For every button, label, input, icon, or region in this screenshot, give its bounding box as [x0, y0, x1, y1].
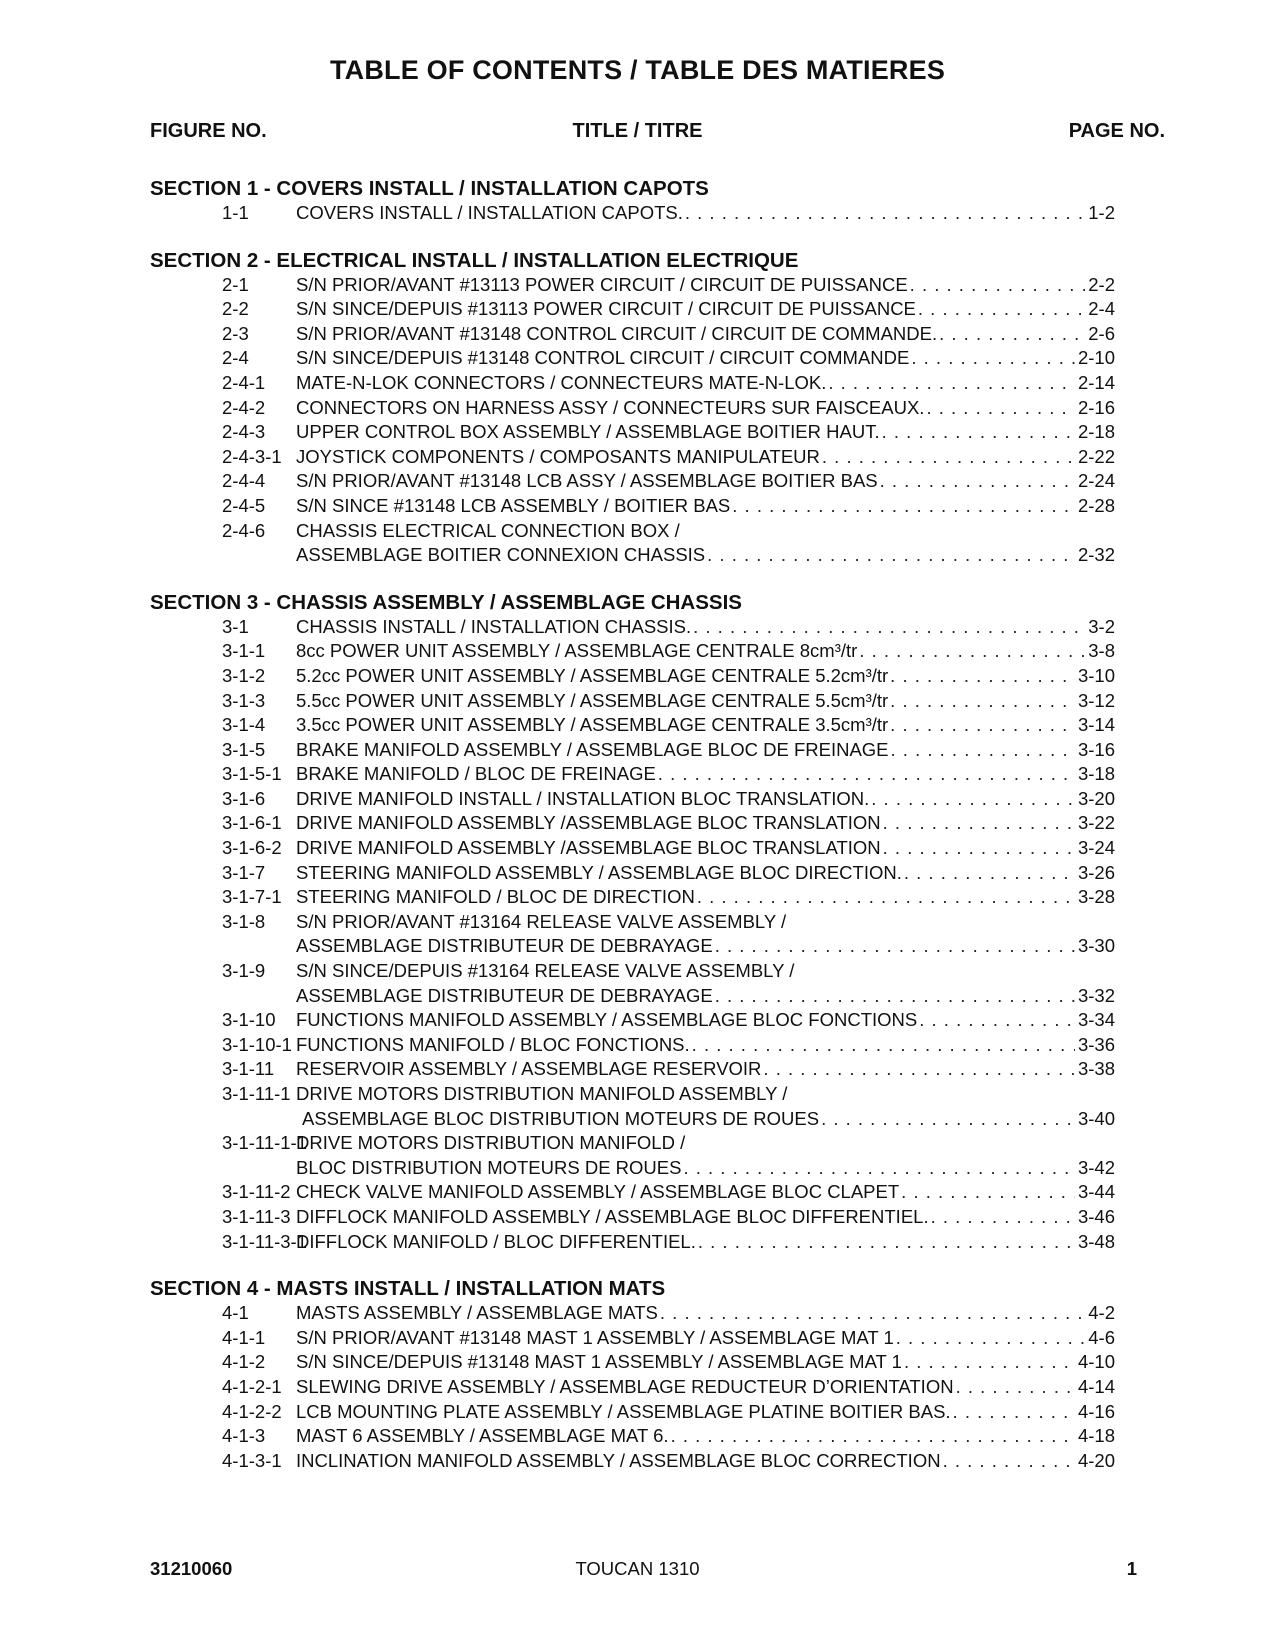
figure-number: 4-1-2-1 — [222, 1375, 282, 1397]
entry-page-number[interactable]: 2-24 — [1075, 469, 1115, 494]
entry-page-number[interactable]: 3-18 — [1075, 762, 1115, 787]
dot-leader — [828, 371, 1111, 396]
section-title[interactable]: SECTION 1 - COVERS INSTALL / INSTALLATION CAPOTS — [150, 177, 709, 200]
dot-leader — [698, 1230, 1111, 1255]
dot-leader — [697, 885, 1111, 910]
toc-entry-line — [0, 1400, 1275, 1425]
entry-title[interactable]: S/N SINCE #13148 LCB ASSEMBLY / BOITIER BAS — [296, 494, 731, 516]
toc-entry[interactable] — [0, 273, 1275, 298]
entry-title[interactable]: STEERING MANIFOLD ASSEMBLY / ASSEMBLAGE BLOC DIRECTION. — [296, 861, 902, 883]
entry-title[interactable]: BLOC DISTRIBUTION MOTEURS DE ROUES — [296, 1156, 682, 1178]
entry-title[interactable]: DRIVE MANIFOLD ASSEMBLY /ASSEMBLAGE BLOC TRANSLATION — [296, 812, 881, 834]
dot-leader — [671, 1424, 1111, 1449]
toc-entry[interactable] — [0, 445, 1275, 470]
toc-entry-line — [0, 396, 1275, 421]
figure-number: 3-1-5 — [222, 738, 266, 760]
entry-title[interactable]: DRIVE MOTORS DISTRIBUTION MANIFOLD ASSEMBLY / — [296, 1083, 788, 1104]
entry-page-number[interactable]: 3-38 — [1075, 1057, 1115, 1082]
entry-page-number[interactable]: 1-2 — [1085, 201, 1115, 226]
dot-leader — [896, 1326, 1111, 1351]
figure-number: 3-1-11-3 — [222, 1205, 291, 1227]
page-column-header: PAGE NO. — [1068, 120, 1165, 142]
entry-page-number[interactable]: 3-8 — [1085, 639, 1115, 664]
page-number: 1 — [1126, 1558, 1137, 1579]
dot-leader — [683, 1156, 1111, 1181]
entry-page-number[interactable]: 3-40 — [1075, 1107, 1115, 1132]
toc-entry-line — [0, 1375, 1275, 1400]
dot-leader — [692, 1033, 1111, 1058]
toc-entry-line — [0, 959, 1275, 984]
toc-entry[interactable] — [0, 201, 1275, 226]
entry-title[interactable]: ASSEMBLAGE BLOC DISTRIBUTION MOTEURS DE ROUES — [302, 1107, 820, 1129]
entry-title[interactable]: 5.5cc POWER UNIT ASSEMBLY / ASSEMBLAGE CENTRALE 5.5cm³/tr — [296, 689, 889, 711]
entry-title[interactable]: INCLINATION MANIFOLD ASSEMBLY / ASSEMBLAGE BLOC CORRECTION — [296, 1449, 941, 1471]
entry-page-number[interactable]: 2-28 — [1075, 494, 1115, 519]
entry-page-number[interactable]: 2-32 — [1075, 543, 1115, 568]
toc-entry[interactable] — [0, 1033, 1275, 1058]
figure-number: 4-1-2 — [222, 1351, 266, 1373]
figure-number: 4-1-2-2 — [222, 1400, 282, 1422]
entry-title[interactable]: RESERVOIR ASSEMBLY / ASSEMBLAGE RESERVOIR — [296, 1058, 762, 1080]
toc-entry[interactable] — [0, 396, 1275, 421]
figure-number: 2-4-5 — [222, 494, 266, 516]
entry-title[interactable]: S/N SINCE/DEPUIS #13148 MAST 1 ASSEMBLY / ASSEMBLAGE MAT 1 — [296, 1351, 902, 1373]
entry-page-number[interactable]: 4-6 — [1085, 1326, 1115, 1351]
figure-number: 4-1 — [222, 1302, 249, 1324]
entry-title[interactable]: MASTS ASSEMBLY / ASSEMBLAGE MATS — [296, 1302, 658, 1324]
entry-title[interactable]: S/N SINCE/DEPUIS #13148 CONTROL CIRCUIT / CIRCUIT COMMANDE — [296, 347, 910, 369]
toc-entry[interactable] — [0, 959, 1275, 1008]
dot-leader — [693, 615, 1111, 640]
toc-entry-line — [0, 1449, 1275, 1474]
entry-page-number[interactable]: 3-12 — [1075, 689, 1115, 714]
entry-page-number[interactable]: 3-14 — [1075, 713, 1115, 738]
figure-number: 3-1-3 — [222, 689, 266, 711]
dot-leader — [822, 445, 1111, 470]
toc-entry-line — [0, 494, 1275, 519]
figure-number: 2-1 — [222, 273, 249, 295]
entry-page-number[interactable]: 4-2 — [1085, 1301, 1115, 1326]
figure-number: 3-1-1 — [222, 640, 266, 662]
entry-title[interactable]: MATE-N-LOK CONNECTORS / CONNECTEURS MATE-N-LOK. — [296, 371, 827, 393]
toc-entry-line — [0, 1301, 1275, 1326]
entry-page-number[interactable]: 4-20 — [1075, 1449, 1115, 1474]
figure-number: 3-1-10-1 — [222, 1033, 292, 1055]
toc-entry[interactable] — [0, 322, 1275, 347]
entry-title[interactable]: COVERS INSTALL / INSTALLATION CAPOTS. — [296, 202, 683, 223]
figure-number: 3-1-4 — [222, 714, 266, 736]
entry-page-number[interactable]: 3-44 — [1075, 1180, 1115, 1205]
dot-leader — [660, 1301, 1111, 1326]
figure-number: 2-4-3 — [222, 421, 266, 443]
entry-page-number[interactable]: 3-48 — [1075, 1230, 1115, 1255]
toc-entry-line — [0, 1350, 1275, 1375]
figure-number: 3-1-7-1 — [222, 886, 282, 908]
figure-number: 4-1-1 — [222, 1326, 266, 1348]
toc-entry-line — [0, 984, 1275, 1009]
toc-entry-line — [0, 469, 1275, 494]
toc-entry-line — [0, 934, 1275, 959]
toc-entry-line — [0, 1180, 1275, 1205]
toc-entry[interactable] — [0, 615, 1275, 640]
entry-title[interactable]: SLEWING DRIVE ASSEMBLY / ASSEMBLAGE REDUCTEUR D’ORIENTATION — [296, 1375, 954, 1397]
toc-entry[interactable] — [0, 371, 1275, 396]
toc-entry[interactable] — [0, 1057, 1275, 1082]
toc-entry[interactable] — [0, 664, 1275, 689]
entry-page-number[interactable]: 3-30 — [1075, 934, 1115, 959]
figure-number: 3-1-6-2 — [222, 837, 282, 859]
entry-page-number[interactable]: 3-28 — [1075, 885, 1115, 910]
figure-number: 3-1-6 — [222, 787, 266, 809]
entry-title[interactable]: DRIVE MANIFOLD INSTALL / INSTALLATION BLOC TRANSLATION. — [296, 787, 870, 809]
entry-page-number[interactable]: 3-42 — [1075, 1156, 1115, 1181]
toc-entry[interactable] — [0, 1205, 1275, 1230]
figure-number: 2-4-3-1 — [222, 445, 282, 467]
entry-title[interactable]: ASSEMBLAGE DISTRIBUTEUR DE DEBRAYAGE — [296, 935, 713, 957]
toc-entry-line — [0, 1033, 1275, 1058]
product-name: TOUCAN 1310 — [575, 1558, 700, 1579]
entry-page-number[interactable]: 3-32 — [1075, 984, 1115, 1009]
toc-entry[interactable] — [0, 420, 1275, 445]
entry-page-number[interactable]: 3-22 — [1075, 811, 1115, 836]
toc-entry-line — [0, 346, 1275, 371]
entry-page-number[interactable]: 2-22 — [1075, 445, 1115, 470]
dot-leader — [910, 273, 1111, 298]
toc-entry[interactable] — [0, 713, 1275, 738]
section-title[interactable]: SECTION 3 - CHASSIS ASSEMBLY / ASSEMBLAGE CHASSIS — [150, 590, 742, 614]
entry-page-number[interactable]: 2-4 — [1085, 297, 1115, 322]
entry-title[interactable]: DIFFLOCK MANIFOLD ASSEMBLY / ASSEMBLAGE BLOC DIFFERENTIEL. — [296, 1205, 929, 1227]
toc-entry-line — [0, 1156, 1275, 1181]
toc-entry[interactable] — [0, 885, 1275, 910]
title-column-header: TITLE / TITRE — [572, 120, 703, 142]
toc-entry[interactable] — [0, 297, 1275, 322]
toc-entry-line — [0, 273, 1275, 298]
entry-title[interactable]: DIFFLOCK MANIFOLD / BLOC DIFFERENTIEL. — [296, 1230, 696, 1252]
entry-title[interactable]: 3.5cc POWER UNIT ASSEMBLY / ASSEMBLAGE CENTRALE 3.5cm³/tr — [296, 714, 889, 736]
figure-number: 2-4-6 — [222, 519, 266, 541]
toc-entry[interactable] — [0, 1424, 1275, 1449]
dot-leader — [707, 543, 1111, 568]
toc-entry[interactable] — [0, 689, 1275, 714]
entry-title[interactable]: CHASSIS ELECTRICAL CONNECTION BOX / — [296, 519, 680, 541]
entry-title[interactable]: S/N PRIOR/AVANT #13148 LCB ASSY / ASSEMBLAGE BOITIER BAS — [296, 470, 878, 492]
toc-entry-line — [0, 1008, 1275, 1033]
entry-title[interactable]: CHASSIS INSTALL / INSTALLATION CHASSIS. — [296, 615, 692, 637]
entry-title[interactable]: ASSEMBLAGE BOITIER CONNEXION CHASSIS — [296, 544, 706, 566]
entry-page-number[interactable]: 4-18 — [1075, 1424, 1115, 1449]
entry-title[interactable]: S/N PRIOR/AVANT #13164 RELEASE VALVE ASSEMBLY / — [296, 910, 787, 932]
entry-title[interactable]: BRAKE MANIFOLD ASSEMBLY / ASSEMBLAGE BLOC DE FREINAGE — [296, 738, 889, 760]
toc-entry-line — [0, 1082, 1275, 1107]
figure-number: 3-1-10 — [222, 1009, 276, 1031]
entry-page-number[interactable]: 3-20 — [1075, 787, 1115, 812]
toc-entry-line — [0, 322, 1275, 347]
toc-entry[interactable] — [0, 738, 1275, 763]
entry-title[interactable]: 5.2cc POWER UNIT ASSEMBLY / ASSEMBLAGE CENTRALE 5.2cm³/tr — [296, 664, 889, 686]
entry-title[interactable]: UPPER CONTROL BOX ASSEMBLY / ASSEMBLAGE BOITIER HAUT. — [296, 421, 880, 443]
entry-page-number[interactable]: 3-2 — [1085, 615, 1115, 640]
toc-entry[interactable] — [0, 1400, 1275, 1425]
toc-entry[interactable] — [0, 1082, 1275, 1131]
entry-title[interactable]: MAST 6 ASSEMBLY / ASSEMBLAGE MAT 6. — [296, 1425, 669, 1447]
toc-entry-line — [0, 1205, 1275, 1230]
figure-number: 3-1-6-1 — [222, 812, 282, 834]
toc-section — [0, 248, 1275, 568]
entry-page-number[interactable]: 2-18 — [1075, 420, 1115, 445]
toc-entry[interactable] — [0, 1375, 1275, 1400]
entry-title[interactable]: FUNCTIONS MANIFOLD / BLOC FONCTIONS. — [296, 1033, 690, 1055]
toc-entry[interactable] — [0, 469, 1275, 494]
toc-entry[interactable] — [0, 1180, 1275, 1205]
entry-page-number[interactable]: 2-6 — [1085, 322, 1115, 347]
entry-title[interactable]: CONNECTORS ON HARNESS ASSY / CONNECTEURS SUR FAISCEAUX. — [296, 396, 925, 418]
toc-entry-line — [0, 420, 1275, 445]
entry-title[interactable]: S/N SINCE/DEPUIS #13164 RELEASE VALVE ASSEMBLY / — [296, 960, 795, 982]
figure-number: 3-1 — [222, 615, 249, 637]
toc-entry[interactable] — [0, 787, 1275, 812]
toc-entry[interactable] — [0, 494, 1275, 519]
toc-entry-line — [0, 371, 1275, 396]
toc-entry-line — [0, 1326, 1275, 1351]
toc-section — [0, 176, 1275, 226]
entry-title[interactable]: ASSEMBLAGE DISTRIBUTEUR DE DEBRAYAGE — [296, 984, 713, 1006]
toc-entry-line — [0, 639, 1275, 664]
toc-entry-line — [0, 910, 1275, 935]
entry-page-number[interactable]: 3-36 — [1075, 1033, 1115, 1058]
toc-entry-line — [0, 519, 1275, 544]
entry-page-number[interactable]: 2-2 — [1085, 273, 1115, 298]
entry-title[interactable]: S/N PRIOR/AVANT #13113 POWER CIRCUIT / CIRCUIT DE PUISSANCE — [296, 273, 908, 295]
toc-list — [0, 176, 1275, 1495]
toc-entry-line — [0, 297, 1275, 322]
figure-number: 2-4-1 — [222, 371, 266, 393]
toc-entry-line — [0, 861, 1275, 886]
toc-entry-line — [0, 445, 1275, 470]
toc-section — [0, 1276, 1275, 1473]
entry-page-number[interactable]: 3-16 — [1075, 738, 1115, 763]
toc-entry[interactable] — [0, 1131, 1275, 1180]
toc-entry-line — [0, 762, 1275, 787]
dot-leader — [821, 1107, 1111, 1132]
toc-entry[interactable] — [0, 1326, 1275, 1351]
entry-title[interactable]: DRIVE MOTORS DISTRIBUTION MANIFOLD / — [296, 1132, 686, 1154]
figure-number: 3-1-11-1-1 — [222, 1132, 308, 1154]
section-title[interactable]: SECTION 2 - ELECTRICAL INSTALL / INSTALLATION ELECTRIQUE — [150, 248, 799, 272]
figure-number: 3-1-2 — [222, 664, 266, 686]
entry-page-number[interactable]: 2-14 — [1075, 371, 1115, 396]
entry-title[interactable]: S/N SINCE/DEPUIS #13113 POWER CIRCUIT / CIRCUIT DE PUISSANCE — [296, 298, 916, 320]
toc-entry[interactable] — [0, 1301, 1275, 1326]
entry-title[interactable]: STEERING MANIFOLD / BLOC DE DIRECTION — [296, 886, 695, 908]
toc-entry-line — [0, 738, 1275, 763]
dot-leader — [685, 201, 1111, 226]
entry-page-number[interactable]: 3-46 — [1075, 1205, 1115, 1230]
figure-number: 3-1-11 — [222, 1058, 275, 1080]
toc-entry[interactable] — [0, 1350, 1275, 1375]
entry-page-number[interactable]: 3-24 — [1075, 836, 1115, 861]
document-number: 31210060 — [150, 1558, 233, 1579]
toc-entry-line — [0, 543, 1275, 568]
entry-title[interactable]: 8cc POWER UNIT ASSEMBLY / ASSEMBLAGE CENTRALE 8cm³/tr — [296, 640, 858, 662]
toc-entry-line — [0, 1107, 1275, 1132]
toc-entry-line — [0, 615, 1275, 640]
toc-entry[interactable] — [0, 861, 1275, 886]
dot-leader — [658, 762, 1111, 787]
entry-title[interactable]: BRAKE MANIFOLD / BLOC DE FREINAGE — [296, 763, 656, 785]
entry-page-number[interactable]: 3-34 — [1075, 1008, 1115, 1033]
toc-entry[interactable] — [0, 1449, 1275, 1474]
dot-leader — [715, 934, 1111, 959]
figure-number: 3-1-11-3-1 — [222, 1230, 308, 1252]
toc-entry[interactable] — [0, 519, 1275, 568]
toc-entry-line — [0, 1131, 1275, 1156]
entry-title[interactable]: LCB MOUNTING PLATE ASSEMBLY / ASSEMBLAGE PLATINE BOITIER BAS. — [296, 1400, 951, 1422]
entry-page-number[interactable]: 4-14 — [1075, 1375, 1115, 1400]
section-title[interactable]: SECTION 4 - MASTS INSTALL / INSTALLATION MATS — [150, 1277, 666, 1301]
entry-page-number[interactable]: 3-26 — [1075, 861, 1115, 886]
toc-entry-line — [0, 811, 1275, 836]
toc-entry[interactable] — [0, 811, 1275, 836]
toc-entry-line — [0, 201, 1275, 226]
toc-entry[interactable] — [0, 1008, 1275, 1033]
entry-title[interactable]: S/N PRIOR/AVANT #13148 MAST 1 ASSEMBLY / ASSEMBLAGE MAT 1 — [296, 1326, 894, 1348]
figure-number: 2-2 — [222, 298, 249, 320]
toc-entry-line — [0, 1424, 1275, 1449]
entry-title[interactable]: DRIVE MANIFOLD ASSEMBLY /ASSEMBLAGE BLOC TRANSLATION — [296, 837, 881, 859]
figure-number: 4-1-3 — [222, 1425, 266, 1447]
entry-page-number[interactable]: 4-10 — [1075, 1350, 1115, 1375]
toc-entry[interactable] — [0, 639, 1275, 664]
entry-page-number[interactable]: 2-16 — [1075, 396, 1115, 421]
toc-entry-line — [0, 787, 1275, 812]
figure-number: 3-1-7 — [222, 861, 266, 883]
figure-number: 1-1 — [222, 202, 249, 223]
entry-title[interactable]: FUNCTIONS MANIFOLD ASSEMBLY / ASSEMBLAGE BLOC FONCTIONS — [296, 1009, 918, 1031]
entry-page-number[interactable]: 2-10 — [1075, 346, 1115, 371]
toc-entry[interactable] — [0, 836, 1275, 861]
toc-entry[interactable] — [0, 762, 1275, 787]
figure-number: 2-4-4 — [222, 470, 266, 492]
entry-page-number[interactable]: 3-10 — [1075, 664, 1115, 689]
toc-entry[interactable] — [0, 346, 1275, 371]
page-title: TABLE OF CONTENTS / TABLE DES MATIERES — [329, 55, 946, 85]
entry-title[interactable]: CHECK VALVE MANIFOLD ASSEMBLY / ASSEMBLAGE BLOC CLAPET — [296, 1181, 900, 1203]
entry-page-number[interactable]: 4-16 — [1075, 1400, 1115, 1425]
dot-leader — [918, 297, 1111, 322]
dot-leader — [763, 1057, 1111, 1082]
figure-number: 3-1-8 — [222, 910, 266, 932]
toc-entry-line — [0, 689, 1275, 714]
toc-section — [0, 590, 1275, 1254]
toc-entry-line — [0, 664, 1275, 689]
figure-number: 4-1-3-1 — [222, 1449, 282, 1471]
toc-entry[interactable] — [0, 910, 1275, 959]
figure-number: 3-1-5-1 — [222, 763, 282, 785]
toc-entry-line — [0, 836, 1275, 861]
figure-column-header: FIGURE NO. — [150, 120, 267, 142]
entry-title[interactable]: JOYSTICK COMPONENTS / COMPOSANTS MANIPULATEUR — [296, 445, 820, 467]
figure-number: 3-1-9 — [222, 960, 266, 982]
figure-number: 3-1-11-2 — [222, 1181, 291, 1203]
dot-leader — [859, 639, 1111, 664]
dot-leader — [715, 984, 1111, 1009]
figure-number: 2-4 — [222, 347, 249, 369]
toc-entry-line — [0, 1057, 1275, 1082]
toc-entry-line — [0, 885, 1275, 910]
figure-number: 3-1-11-1 — [222, 1083, 291, 1104]
toc-entry-line — [0, 1230, 1275, 1255]
entry-title[interactable]: S/N PRIOR/AVANT #13148 CONTROL CIRCUIT / CIRCUIT DE COMMANDE. — [296, 322, 938, 344]
figure-number: 2-4-2 — [222, 396, 266, 418]
dot-leader — [732, 494, 1111, 519]
toc-entry[interactable] — [0, 1230, 1275, 1255]
figure-number: 2-3 — [222, 322, 249, 344]
toc-entry-line — [0, 713, 1275, 738]
